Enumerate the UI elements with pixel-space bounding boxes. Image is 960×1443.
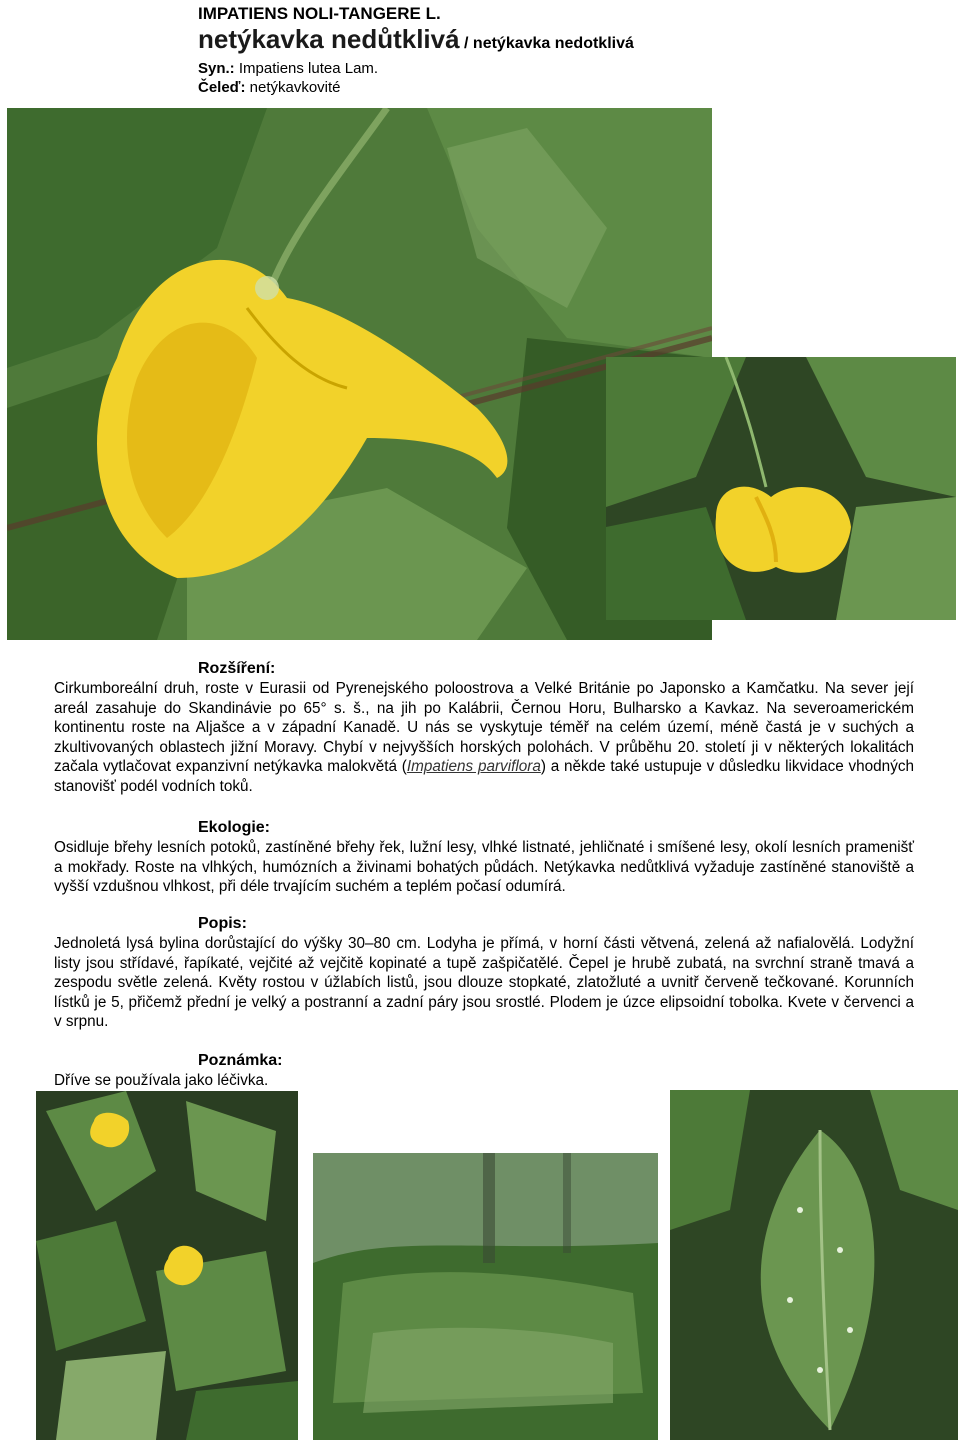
czech-name: netýkavka nedůtklivá: [198, 24, 460, 54]
czech-name-line: [198, 24, 898, 59]
czech-alt-name: / netýkavka nedotklivá: [459, 35, 634, 52]
note-heading: Poznámka:: [198, 1052, 283, 1069]
synonym-label: Syn.:: [198, 60, 235, 77]
description-section: [54, 914, 914, 1032]
habitat-photo: [313, 1153, 658, 1440]
family-value: netýkavkovité: [245, 79, 341, 96]
family-line: [198, 78, 898, 97]
distribution-text-part-2: ) a někde také ustupuje v důsledku likvidace vhodných stanovišť podél vodních toků.: [54, 758, 914, 795]
note-section: [54, 1051, 914, 1091]
impatiens-parviflora-link[interactable]: Impatiens parviflora: [406, 758, 541, 775]
distribution-section: [54, 659, 914, 796]
ecology-text: Osidluje břehy lesních potoků, zastíněné břehy řek, lužní lesy, vlhké listnaté, jehličnaté i smíšené lesy, okolí lesních pramenišť a mokřady. Roste na vlhkých, humózních a živinami bohatých půdách. Netýkavka nedůtklivá vyžaduje zastíněné stanoviště a vyšší vzdušnou vlhkost, při déle trvajícím suchém a teplém počasí odumírá.: [54, 839, 914, 895]
description-text: Jednoletá lysá bylina dorůstající do výšky 30–80 cm. Lodyha je přímá, v horní části větvená, zelená až nafialovělá. Lodyžní listy jsou střídavé, řapíkaté, vejčité až vejčitě kopinaté a tupě zašpičatělé. Čepel je hrubě zubatá, na svrchní straně tmavá a zespodu světle zelená. Květy rostou v úžlabích listů, jsou dlouze stopkaté, zlatožluté a uvnitř červeně tečkované. Korunních lístků je 5, přičemž přední je velký a postranní a zadní páry jsou srostlé. Plodem je úzce elipsoidní tobolka. Kvete v červenci a v srpnu.: [54, 935, 914, 1030]
latin-name: IMPATIENS NOLI-TANGERE L.: [198, 4, 441, 23]
synonym-value: Impatiens lutea Lam.: [234, 60, 379, 77]
synonym-line: [198, 59, 898, 78]
family-label: Čeleď:: [198, 79, 246, 96]
distribution-text: [54, 679, 914, 796]
plant-with-flowers-photo: [36, 1091, 298, 1440]
description-heading: Popis:: [198, 915, 247, 932]
leaf-droplets-photo: [670, 1090, 958, 1440]
page-header: [198, 4, 898, 97]
distribution-heading: Rozšíření:: [198, 660, 276, 677]
ecology-heading: Ekologie:: [198, 819, 271, 836]
note-text: Dříve se používala jako léčivka.: [54, 1072, 269, 1089]
flower-side-photo: [606, 357, 956, 620]
ecology-section: [54, 818, 914, 897]
distribution-text-part-1: Cirkumboreální druh, roste v Eurasii od Pyrenejského poloostrova a Velké Británie po Japonsko a Kamčatku. Na sever její areál zasahuje do Skandinávie po 65° s. š., na jih po Kalábrii, Černou Horu, Bulharsko a Kavkaz. Na severoamerickém kontinentu roste na Aljašce a v západní Kanadě. U nás se vyskytuje téměř na celém území, méně častá je v suchých a zkultivovaných oblastech jižní Moravy. Chybí v nejvyšších horských polohách. V průběhu 20. století ji v některých lokalitách začala vytlačovat expanzivní netýkavka malokvětá (: [54, 680, 914, 775]
